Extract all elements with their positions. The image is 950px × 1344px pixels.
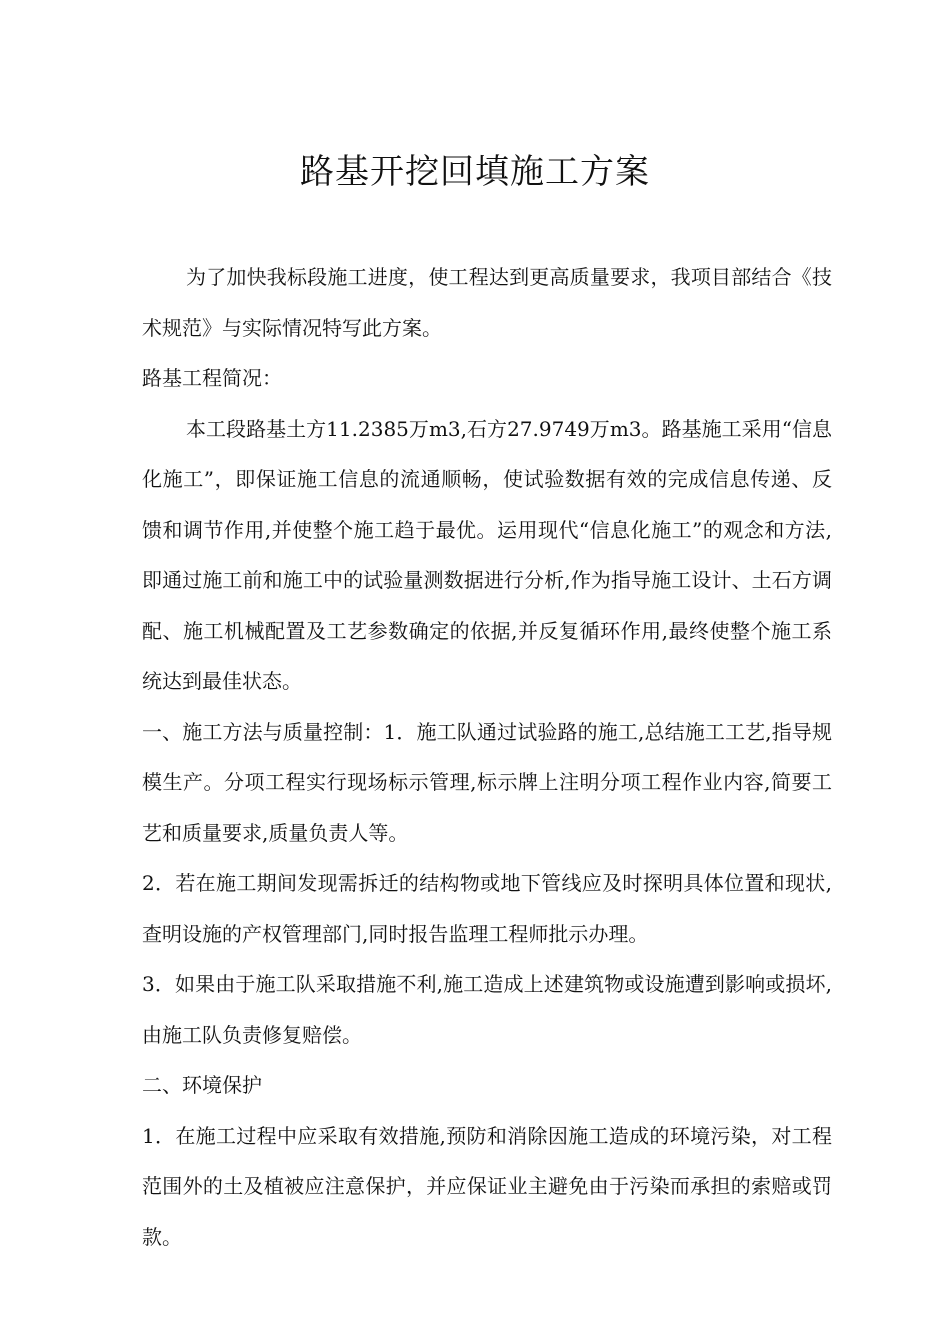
environment-item-1-paragraph: 1．在施工过程中应采取有效措施,预防和消除因施工造成的环境污染，对工程范围外的土及植被应注意保护，并应保证业主避免由于污染而承担的索赔或罚款。 bbox=[142, 1123, 832, 1249]
section-heading-environment: 二、环境保护 bbox=[142, 1073, 262, 1097]
document-body bbox=[142, 252, 832, 1262]
intro-paragraph: 为了加快我标段施工进度，使工程达到更高质量要求，我项目部结合《技术规范》与实际情况特写此方案。 bbox=[142, 265, 832, 340]
construction-method-paragraph: 一、施工方法与质量控制：1．施工队通过试验路的施工,总结施工工艺,指导规模生产。分项工程实行现场标示管理,标示牌上注明分项工程作业内容,简要工艺和质量要求,质量负责人等。 bbox=[142, 719, 832, 845]
section-heading-overview: 路基工程简况： bbox=[142, 366, 282, 390]
item-2-paragraph: 2．若在施工期间发现需拆迁的结构物或地下管线应及时探明具体位置和现状,查明设施的产权管理部门,同时报告监理工程师批示办理。 bbox=[142, 871, 832, 946]
item-3-paragraph: 3．如果由于施工队采取措施不利,施工造成上述建筑物或设施遭到影响或损坏,由施工队负责修复赔偿。 bbox=[142, 972, 832, 1047]
overview-paragraph: 本工段路基土方11.2385万m3,石方27.9749万m3。路基施工采用“信息化施工”，即保证施工信息的流通顺畅，使试验数据有效的完成信息传递、反馈和调节作用,并使整个施工趋于最优。运用现代“信息化施工”的观念和方法,即通过施工前和施工中的试验量测数据进行分析,作为指导施工设计、土石方调配、施工机械配置及工艺参数确定的依据,并反复循环作用,最终使整个施工系统达到最佳状态。 bbox=[142, 416, 832, 693]
document-title: 路基开挖回填施工方案 bbox=[300, 152, 650, 192]
